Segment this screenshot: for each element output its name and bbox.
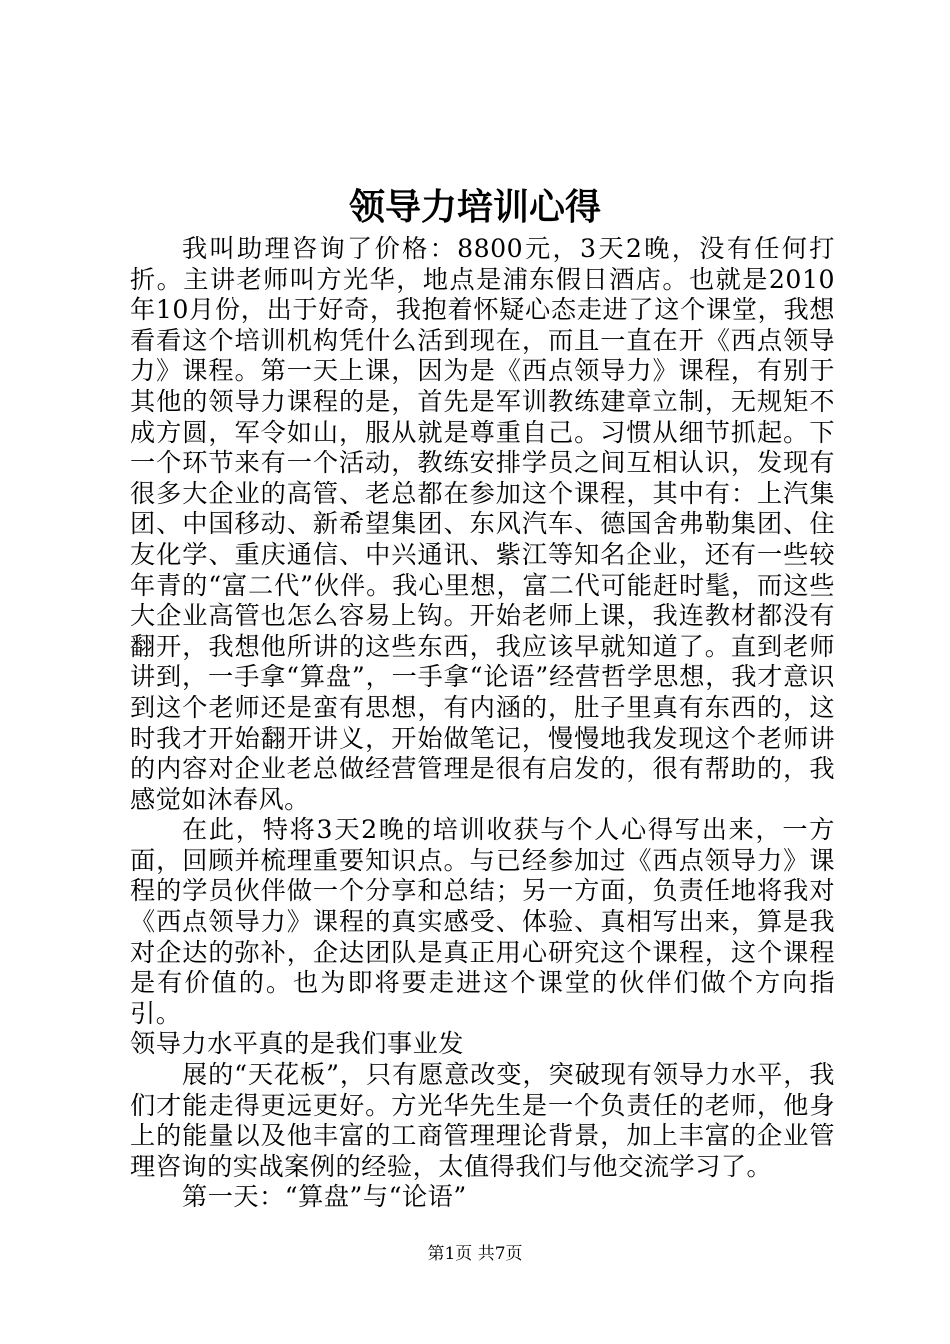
section-heading-day-one: 第一天：“算盘”与“论语” [182, 1182, 467, 1212]
paragraph-4: 展的“天花板”，只有愿意改变，突破现有领导力水平，我们才能走得更远更好。方光华先生是一个负责任的老师，他身上的能量以及他丰富的工商管理理论背景，加上丰富的企业管理咨询的实战案例的经验，太值得我们与他交流学习了。 [130, 1060, 835, 1181]
paragraph-2: 在此，特将3天2晚的培训收获与个人心得写出来，一方面，回顾并梳理重要知识点。与已经参加过《西点领导力》课程的学员伙伴做一个分享和总结；另一方面，负责任地将我对《西点领导力》课程的真实感受、体验、真相写出来，算是我对企达的弥补，企达团队是真正用心研究这个课程，这个课程是有价值的。也为即将要走进这个课堂的伙伴们做个方向指引。 [130, 815, 835, 1028]
paragraph-1: 我叫助理咨询了价格：8800元，3天2晚，没有任何打折。主讲老师叫方光华，地点是浦东假日酒店。也就是2010年10月份，出于好奇，我抱着怀疑心态走进了这个课堂，我想看看这个培训机构凭什么活到现在，而且一直在开《西点领导力》课程。第一天上课，因为是《西点领导力》课程，有别于其他的领导力课程的是，首先是军训教练建章立制，无规矩不成方圆，军令如山，服从就是尊重自己。习惯从细节抓起。下一个环节来有一个活动，教练安排学员之间互相认识，发现有很多大企业的高管、老总都在参加这个课程，其中有：上汽集团、中国移动、新希望集团、东风汽车、德国舍弗勒集团、住友化学、重庆通信、中兴通讯、紫江等知名企业，还有一些较年青的“富二代”伙伴。我心里想，富二代可能赶时髦，而这些大企业高管也怎么容易上钩。开始老师上课，我连教材都没有翻开，我想他所讲的这些东西，我应该早就知道了。直到老师讲到，一手拿“算盘”，一手拿“论语”经营哲学思想，我才意识到这个老师还是蛮有思想，有内涵的，肚子里真有东西的，这时我才开始翻开讲义，开始做笔记，慢慢地我发现这个老师讲的内容对企业老总做经营管理是很有启发的，很有帮助的，我感觉如沐春风。 [130, 234, 835, 814]
document-title: 领导力培训心得 [348, 186, 601, 228]
page-footer: 第1页 共7页 [427, 1244, 523, 1264]
paragraph-3: 领导力水平真的是我们事业发 [130, 1029, 464, 1059]
document-body [130, 234, 835, 1213]
